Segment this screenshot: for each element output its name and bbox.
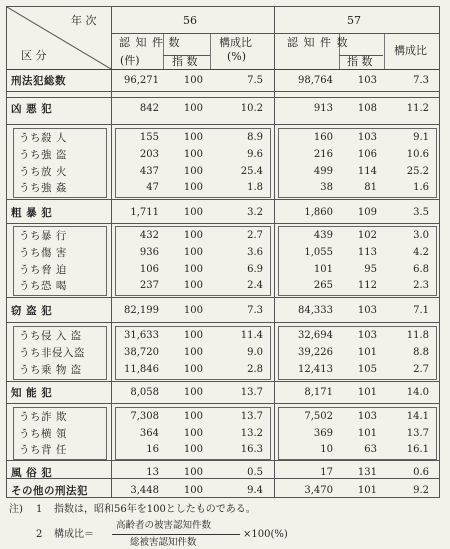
count-57-cell: 265 xyxy=(313,280,333,291)
row-separator xyxy=(7,403,439,404)
row-label: 知 能 犯 xyxy=(11,387,53,399)
count-56-cell: 96,271 xyxy=(124,75,159,86)
ratio-header-56: 構成比 xyxy=(219,36,252,49)
ratio-57-cell: 3.0 xyxy=(413,230,429,241)
row-label: 刑法犯総数 xyxy=(11,75,66,87)
ratio-56-cell: 25.4 xyxy=(240,166,263,177)
count-56-cell: 432 xyxy=(139,230,159,241)
ratio-57-cell: 25.2 xyxy=(406,166,429,177)
index-57-cell: 101 xyxy=(357,428,377,439)
index-57-cell: 103 xyxy=(357,132,377,143)
index-56-cell: 100 xyxy=(183,305,203,316)
count-56-cell: 437 xyxy=(139,166,159,177)
col-divider xyxy=(384,33,385,69)
row-label: 風 俗 犯 xyxy=(11,467,53,479)
row-label: うち背 任 xyxy=(19,444,67,456)
ratio-56-cell: 6.9 xyxy=(247,264,263,275)
count-56-cell: 7,308 xyxy=(130,411,159,422)
ratio-56-cell: 13.2 xyxy=(240,428,263,439)
count-57-cell: 10 xyxy=(320,444,333,455)
index-57-cell: 101 xyxy=(357,485,377,496)
count-57-cell: 3,470 xyxy=(304,485,333,496)
row-label: うち強 姦 xyxy=(19,182,67,194)
index-57-cell: 101 xyxy=(357,347,377,358)
note-2-denominator: 総被害認知件数 xyxy=(130,537,197,548)
count-56-cell: 3,448 xyxy=(130,485,159,496)
index-56-cell: 100 xyxy=(183,411,203,422)
index-57-cell: 109 xyxy=(357,207,377,218)
header-line xyxy=(111,33,439,34)
count-57-cell: 17 xyxy=(320,467,333,478)
count-57-cell: 32,694 xyxy=(298,330,333,341)
note-2-number: 2 xyxy=(36,529,43,540)
ratio-56-cell: 9.0 xyxy=(247,347,263,358)
ratio-57-cell: 9.1 xyxy=(413,132,429,143)
index-56-cell: 100 xyxy=(183,166,203,177)
ratio-57-cell: 11.2 xyxy=(406,103,429,114)
index-57-cell: 103 xyxy=(357,75,377,86)
ratio-57-cell: 2.3 xyxy=(413,280,429,291)
row-separator xyxy=(7,322,439,323)
ratio-57-cell: 4.2 xyxy=(413,247,429,258)
year-label: 年 次 xyxy=(71,14,97,27)
count-57-cell: 1,860 xyxy=(304,207,333,218)
ratio-57-cell: 7.3 xyxy=(413,75,429,86)
row-label: うち傷 害 xyxy=(19,247,67,259)
count-56-cell: 203 xyxy=(139,149,159,160)
count-57-cell: 913 xyxy=(313,103,333,114)
row-label: その他の刑法犯 xyxy=(11,485,88,497)
index-56-cell: 100 xyxy=(183,364,203,375)
index-57-cell: 103 xyxy=(357,411,377,422)
row-line xyxy=(7,91,439,92)
ratio-57-cell: 9.2 xyxy=(413,485,429,496)
count-56-cell: 82,199 xyxy=(124,305,159,316)
row-label: うち強 盗 xyxy=(19,149,67,161)
row-separator xyxy=(7,124,439,125)
row-label: うち暴 行 xyxy=(19,230,67,242)
ratio-56-cell: 2.4 xyxy=(247,280,263,291)
index-57-cell: 101 xyxy=(357,387,377,398)
ratio-56-cell: 16.3 xyxy=(240,444,263,455)
index-56-cell: 100 xyxy=(183,207,203,218)
row-label: 窃 盗 犯 xyxy=(11,305,53,317)
index-57-cell: 114 xyxy=(357,166,377,177)
ratio-56-cell: 9.6 xyxy=(247,149,263,160)
index-56-cell: 100 xyxy=(183,330,203,341)
ratio-57-cell: 13.7 xyxy=(406,428,429,439)
ratio-56-cell: 13.7 xyxy=(240,387,263,398)
fraction-bar xyxy=(112,534,240,535)
note-1-text: 指数は，昭和56年を100としたものである。 xyxy=(54,504,256,515)
ratio-56-cell: 10.2 xyxy=(240,103,263,114)
row-label: うち放 火 xyxy=(19,166,67,178)
index-57-cell: 113 xyxy=(357,247,377,258)
index-57-cell: 63 xyxy=(364,444,377,455)
count-57-cell: 1,055 xyxy=(304,247,333,258)
category-label: 区 分 xyxy=(21,49,47,62)
ratio-header-57: 構成比 xyxy=(394,44,427,57)
col-divider xyxy=(111,7,112,497)
row-label: うち侵 入 盗 xyxy=(19,330,82,342)
index-57-cell: 112 xyxy=(357,280,377,291)
index-57-cell: 81 xyxy=(364,182,377,193)
index-57-cell: 131 xyxy=(357,467,377,478)
count-57-cell: 499 xyxy=(313,166,333,177)
row-separator xyxy=(7,478,439,479)
row-separator xyxy=(7,460,439,461)
count-57-cell: 216 xyxy=(313,149,333,160)
index-56-cell: 100 xyxy=(183,132,203,143)
count-56-cell: 8,058 xyxy=(130,387,159,398)
count-56-cell: 364 xyxy=(139,428,159,439)
crime-statistics-table xyxy=(6,6,440,498)
ratio-56-cell: 9.4 xyxy=(247,485,263,496)
row-separator xyxy=(7,223,439,224)
ratio-57-cell: 1.6 xyxy=(413,182,429,193)
col-divider xyxy=(210,33,211,69)
index-57-cell: 103 xyxy=(357,330,377,341)
index-57-cell: 108 xyxy=(357,103,377,114)
ratio-56-cell: 3.2 xyxy=(247,207,263,218)
ratio-57-cell: 7.1 xyxy=(413,305,429,316)
count-56-cell: 106 xyxy=(139,264,159,275)
ratio-56-cell: 7.5 xyxy=(247,75,263,86)
row-label: うち横 領 xyxy=(19,428,67,440)
note-2-numerator: 高齢者の被害認知件数 xyxy=(116,520,212,531)
ratio-57-cell: 16.1 xyxy=(406,444,429,455)
row-label: 凶 悪 犯 xyxy=(11,103,53,115)
count-57-cell: 12,413 xyxy=(298,364,333,375)
index-57-cell: 106 xyxy=(357,149,377,160)
count-unit-56: (件) xyxy=(120,54,140,67)
ratio-56-cell: 7.3 xyxy=(247,305,263,316)
row-label: 粗 暴 犯 xyxy=(11,207,53,219)
index-56-cell: 100 xyxy=(183,485,203,496)
ratio-56-cell: 11.4 xyxy=(240,330,263,341)
count-56-cell: 13 xyxy=(146,467,159,478)
count-56-cell: 47 xyxy=(146,182,159,193)
count-56-cell: 38,720 xyxy=(124,347,159,358)
index-57-cell: 95 xyxy=(364,264,377,275)
ratio-57-cell: 3.5 xyxy=(413,207,429,218)
row-label: うち乗 物 盗 xyxy=(19,364,82,376)
count-57-cell: 369 xyxy=(313,428,333,439)
row-separator xyxy=(7,199,439,200)
row-separator xyxy=(7,381,439,382)
index-56-cell: 100 xyxy=(183,75,203,86)
count-57-cell: 84,333 xyxy=(298,305,333,316)
note-1-number: 1 xyxy=(36,504,43,515)
index-56-cell: 100 xyxy=(183,387,203,398)
count-57-cell: 38 xyxy=(320,182,333,193)
count-57-cell: 439 xyxy=(313,230,333,241)
year-57: 57 xyxy=(347,14,361,27)
header-bottom-line xyxy=(7,69,439,70)
count-56-cell: 1,711 xyxy=(130,207,159,218)
index-56-cell: 100 xyxy=(183,230,203,241)
ratio-57-cell: 14.1 xyxy=(406,411,429,422)
count-56-cell: 842 xyxy=(139,103,159,114)
count-56-cell: 11,846 xyxy=(124,364,159,375)
index-57-cell: 105 xyxy=(357,364,377,375)
row-label: うち恐 喝 xyxy=(19,280,67,292)
index-header-56: 指 数 xyxy=(172,55,198,68)
index-56-cell: 100 xyxy=(183,280,203,291)
row-separator xyxy=(7,297,439,298)
ratio-57-cell: 8.8 xyxy=(413,347,429,358)
ratio-57-cell: 14.0 xyxy=(406,387,429,398)
row-label: うち脅 迫 xyxy=(19,264,67,276)
ratio-57-cell: 10.6 xyxy=(406,149,429,160)
row-label: うち殺 人 xyxy=(19,132,67,144)
index-56-cell: 100 xyxy=(183,467,203,478)
count-57-cell: 8,171 xyxy=(304,387,333,398)
ratio-57-cell: 6.8 xyxy=(413,264,429,275)
ratio-56-cell: 0.5 xyxy=(247,467,263,478)
note-2-label: 構成比＝ xyxy=(54,529,94,540)
ratio-56-cell: 2.8 xyxy=(247,364,263,375)
ratio-56-cell: 1.8 xyxy=(247,182,263,193)
ratio-56-cell: 2.7 xyxy=(247,230,263,241)
year-56: 56 xyxy=(183,14,197,27)
ratio-57-cell: 0.6 xyxy=(413,467,429,478)
ratio-unit-56: (%) xyxy=(227,50,247,63)
ratio-56-cell: 3.6 xyxy=(247,247,263,258)
count-57-cell: 101 xyxy=(313,264,333,275)
index-57-cell: 103 xyxy=(357,305,377,316)
count-56-cell: 936 xyxy=(139,247,159,258)
index-56-cell: 100 xyxy=(183,149,203,160)
count-56-cell: 237 xyxy=(139,280,159,291)
count-57-cell: 98,764 xyxy=(298,75,333,86)
index-56-cell: 100 xyxy=(183,444,203,455)
count-56-cell: 31,633 xyxy=(124,330,159,341)
index-57-cell: 102 xyxy=(357,230,377,241)
count-57-cell: 7,502 xyxy=(304,411,333,422)
index-header-57: 指 数 xyxy=(347,55,373,68)
notes-prefix: 注) xyxy=(9,504,23,515)
index-56-cell: 100 xyxy=(183,347,203,358)
count-header-56: 認 知 件 数 xyxy=(119,36,181,49)
ratio-57-cell: 2.7 xyxy=(413,364,429,375)
index-56-cell: 100 xyxy=(183,428,203,439)
index-56-cell: 100 xyxy=(183,182,203,193)
ratio-56-cell: 13.7 xyxy=(240,411,263,422)
row-separator xyxy=(7,97,439,98)
note-2-suffix: ×100(%) xyxy=(243,529,288,540)
row-label: うち詐 欺 xyxy=(19,411,67,423)
count-57-cell: 39,226 xyxy=(298,347,333,358)
ratio-56-cell: 8.9 xyxy=(247,132,263,143)
index-56-cell: 100 xyxy=(183,264,203,275)
count-57-cell: 160 xyxy=(313,132,333,143)
row-label: うち非侵入盗 xyxy=(19,347,85,359)
ratio-57-cell: 11.8 xyxy=(406,330,429,341)
count-56-cell: 16 xyxy=(146,444,159,455)
index-56-cell: 100 xyxy=(183,247,203,258)
index-56-cell: 100 xyxy=(183,103,203,114)
col-divider xyxy=(274,7,275,497)
count-56-cell: 155 xyxy=(139,132,159,143)
count-header-57: 認 知 件 数 xyxy=(287,36,349,49)
